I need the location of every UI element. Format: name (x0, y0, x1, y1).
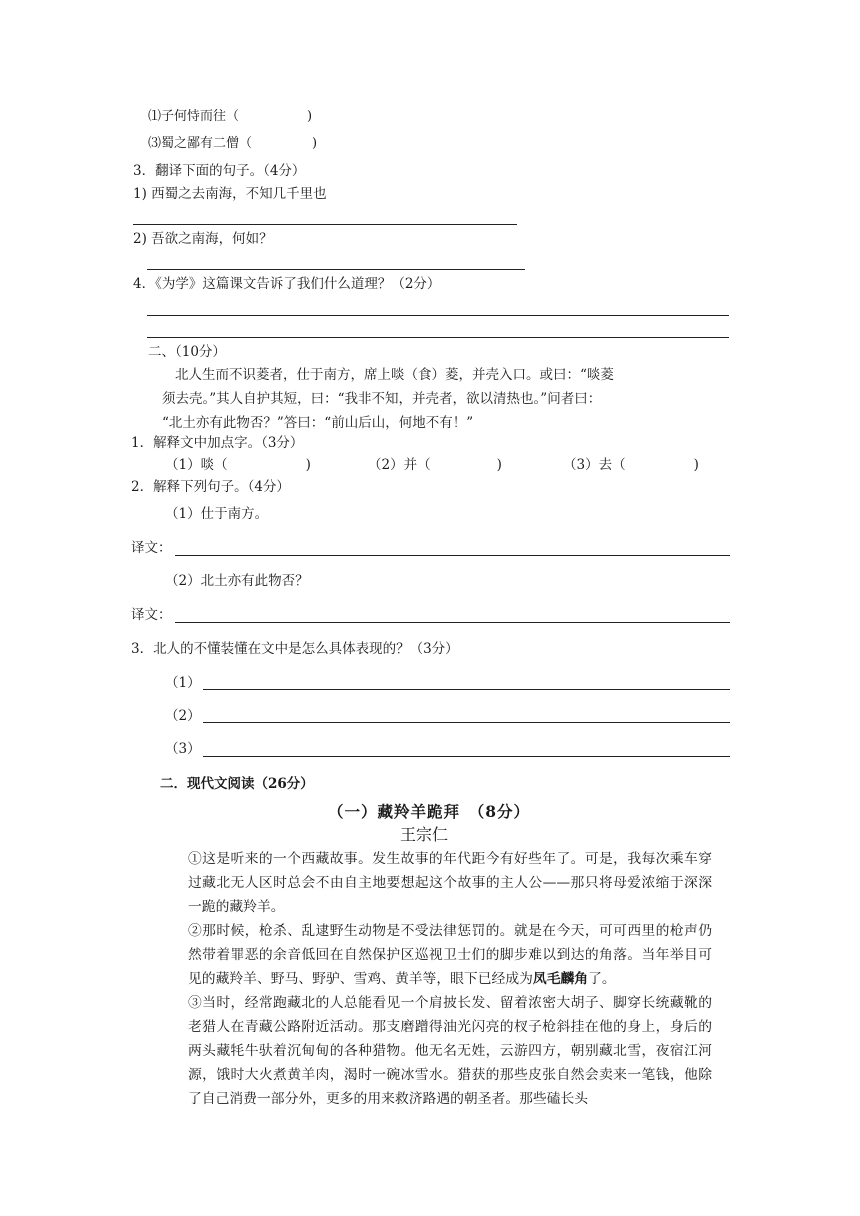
sentence-item: （1）仕于南方。 (165, 506, 269, 522)
translation-label: 译文： (131, 607, 172, 623)
question-title: 2．解释下列句子。（4分） (131, 479, 290, 495)
section-header: 二．现代文阅读（26分） (160, 776, 314, 792)
question-title: 3．北人的不懂装懂在文中是怎么具体表现的？（3分） (131, 641, 459, 657)
passage-line: 北人生而不识菱者，仕于南方，席上啖（食）菱，并壳入口。或曰：“啖菱 (175, 367, 614, 383)
keyword: 凤毛麟角 (532, 971, 589, 987)
article-paragraph: ②那时候，枪杀、乱逮野生动物是不受法律惩罚的。就是在今天，可可西里的枪声仍然带着罪恶的余音低回在自然保护区巡视卫士们的脚步难以到达的角落。当年举目可见的藏羚羊、野马、野驴、雪鸡、黄羊等，眼下已经成为凤毛麟角了。 (188, 923, 712, 987)
answer-label: （1） (165, 675, 201, 691)
answer-line (203, 722, 730, 723)
q3-sentence-2: 2) 吾欲之南海，何如？ (133, 231, 273, 247)
answer-line (203, 756, 730, 757)
q3-sentence-1: 1) 西蜀之去南海，不知几千里也 (133, 186, 327, 202)
blank-item: （3）去（ ) (563, 457, 699, 473)
answer-line (147, 315, 729, 316)
article-paragraph: ③当时，经常跑藏北的人总能看见一个肩披长发、留着浓密大胡子、脚穿长统藏靴的老猎人在青藏公路附近活动。那支磨蹭得油光闪亮的杈子枪斜挂在他的身上，身后的两头藏牦牛驮着沉甸甸的各种猎物。他无名无姓，云游四方，朝别藏北雪，夜宿江河源，饿时大火煮黄羊肉，渴时一碗冰雪水。猎获的那些皮张自然会卖来一笔钱，他除了自己消费一部分外，更多的用来救济路遇的朝圣者。那些磕长头 (188, 995, 712, 1107)
answer-line (175, 622, 730, 623)
answer-line (203, 689, 730, 690)
article-title: （一）藏羚羊跪拜 （8分） (328, 802, 531, 821)
article-paragraph: ①这是听来的一个西藏故事。发生故事的年代距今有好些年了。可是，我每次乘车穿过藏北无人区时总会不由自主地要想起这个故事的主人公——那只将母爱浓缩于深深一跪的藏羚羊。 (188, 851, 712, 915)
q4-title: 4．《为学》这篇课文告诉了我们什么道理？（2分） (133, 276, 441, 292)
question-title: 1．解释文中加点字。（3分） (131, 435, 304, 451)
answer-label: （3） (165, 741, 201, 757)
section-header: 二、（10分） (148, 344, 226, 360)
passage-line: “北土亦有此物否？”答曰：“前山后山，何地不有！” (162, 415, 474, 431)
answer-line (147, 337, 729, 338)
passage-line: 须去壳。”其人自护其短，曰：“我非不知，并壳者，欲以清热也。”问者曰： (162, 391, 602, 407)
answer-line (147, 269, 525, 270)
q2-item-3: ⑶蜀之鄙有二僧（ ) (148, 136, 318, 151)
article-author: 王宗仁 (400, 825, 449, 844)
answer-line (175, 555, 730, 556)
blank-item: （2）并（ ) (368, 457, 502, 473)
sentence-item: （2）北土亦有此物否？ (165, 573, 309, 589)
q3-title: 3．翻译下面的句子。（4分） (133, 163, 306, 179)
blank-item: （1）啖（ ) (165, 457, 311, 473)
translation-label: 译文： (131, 540, 172, 556)
answer-label: （2） (165, 708, 201, 724)
answer-line (133, 224, 517, 225)
q2-item-1: ⑴子何恃而往（ ) (148, 109, 313, 124)
